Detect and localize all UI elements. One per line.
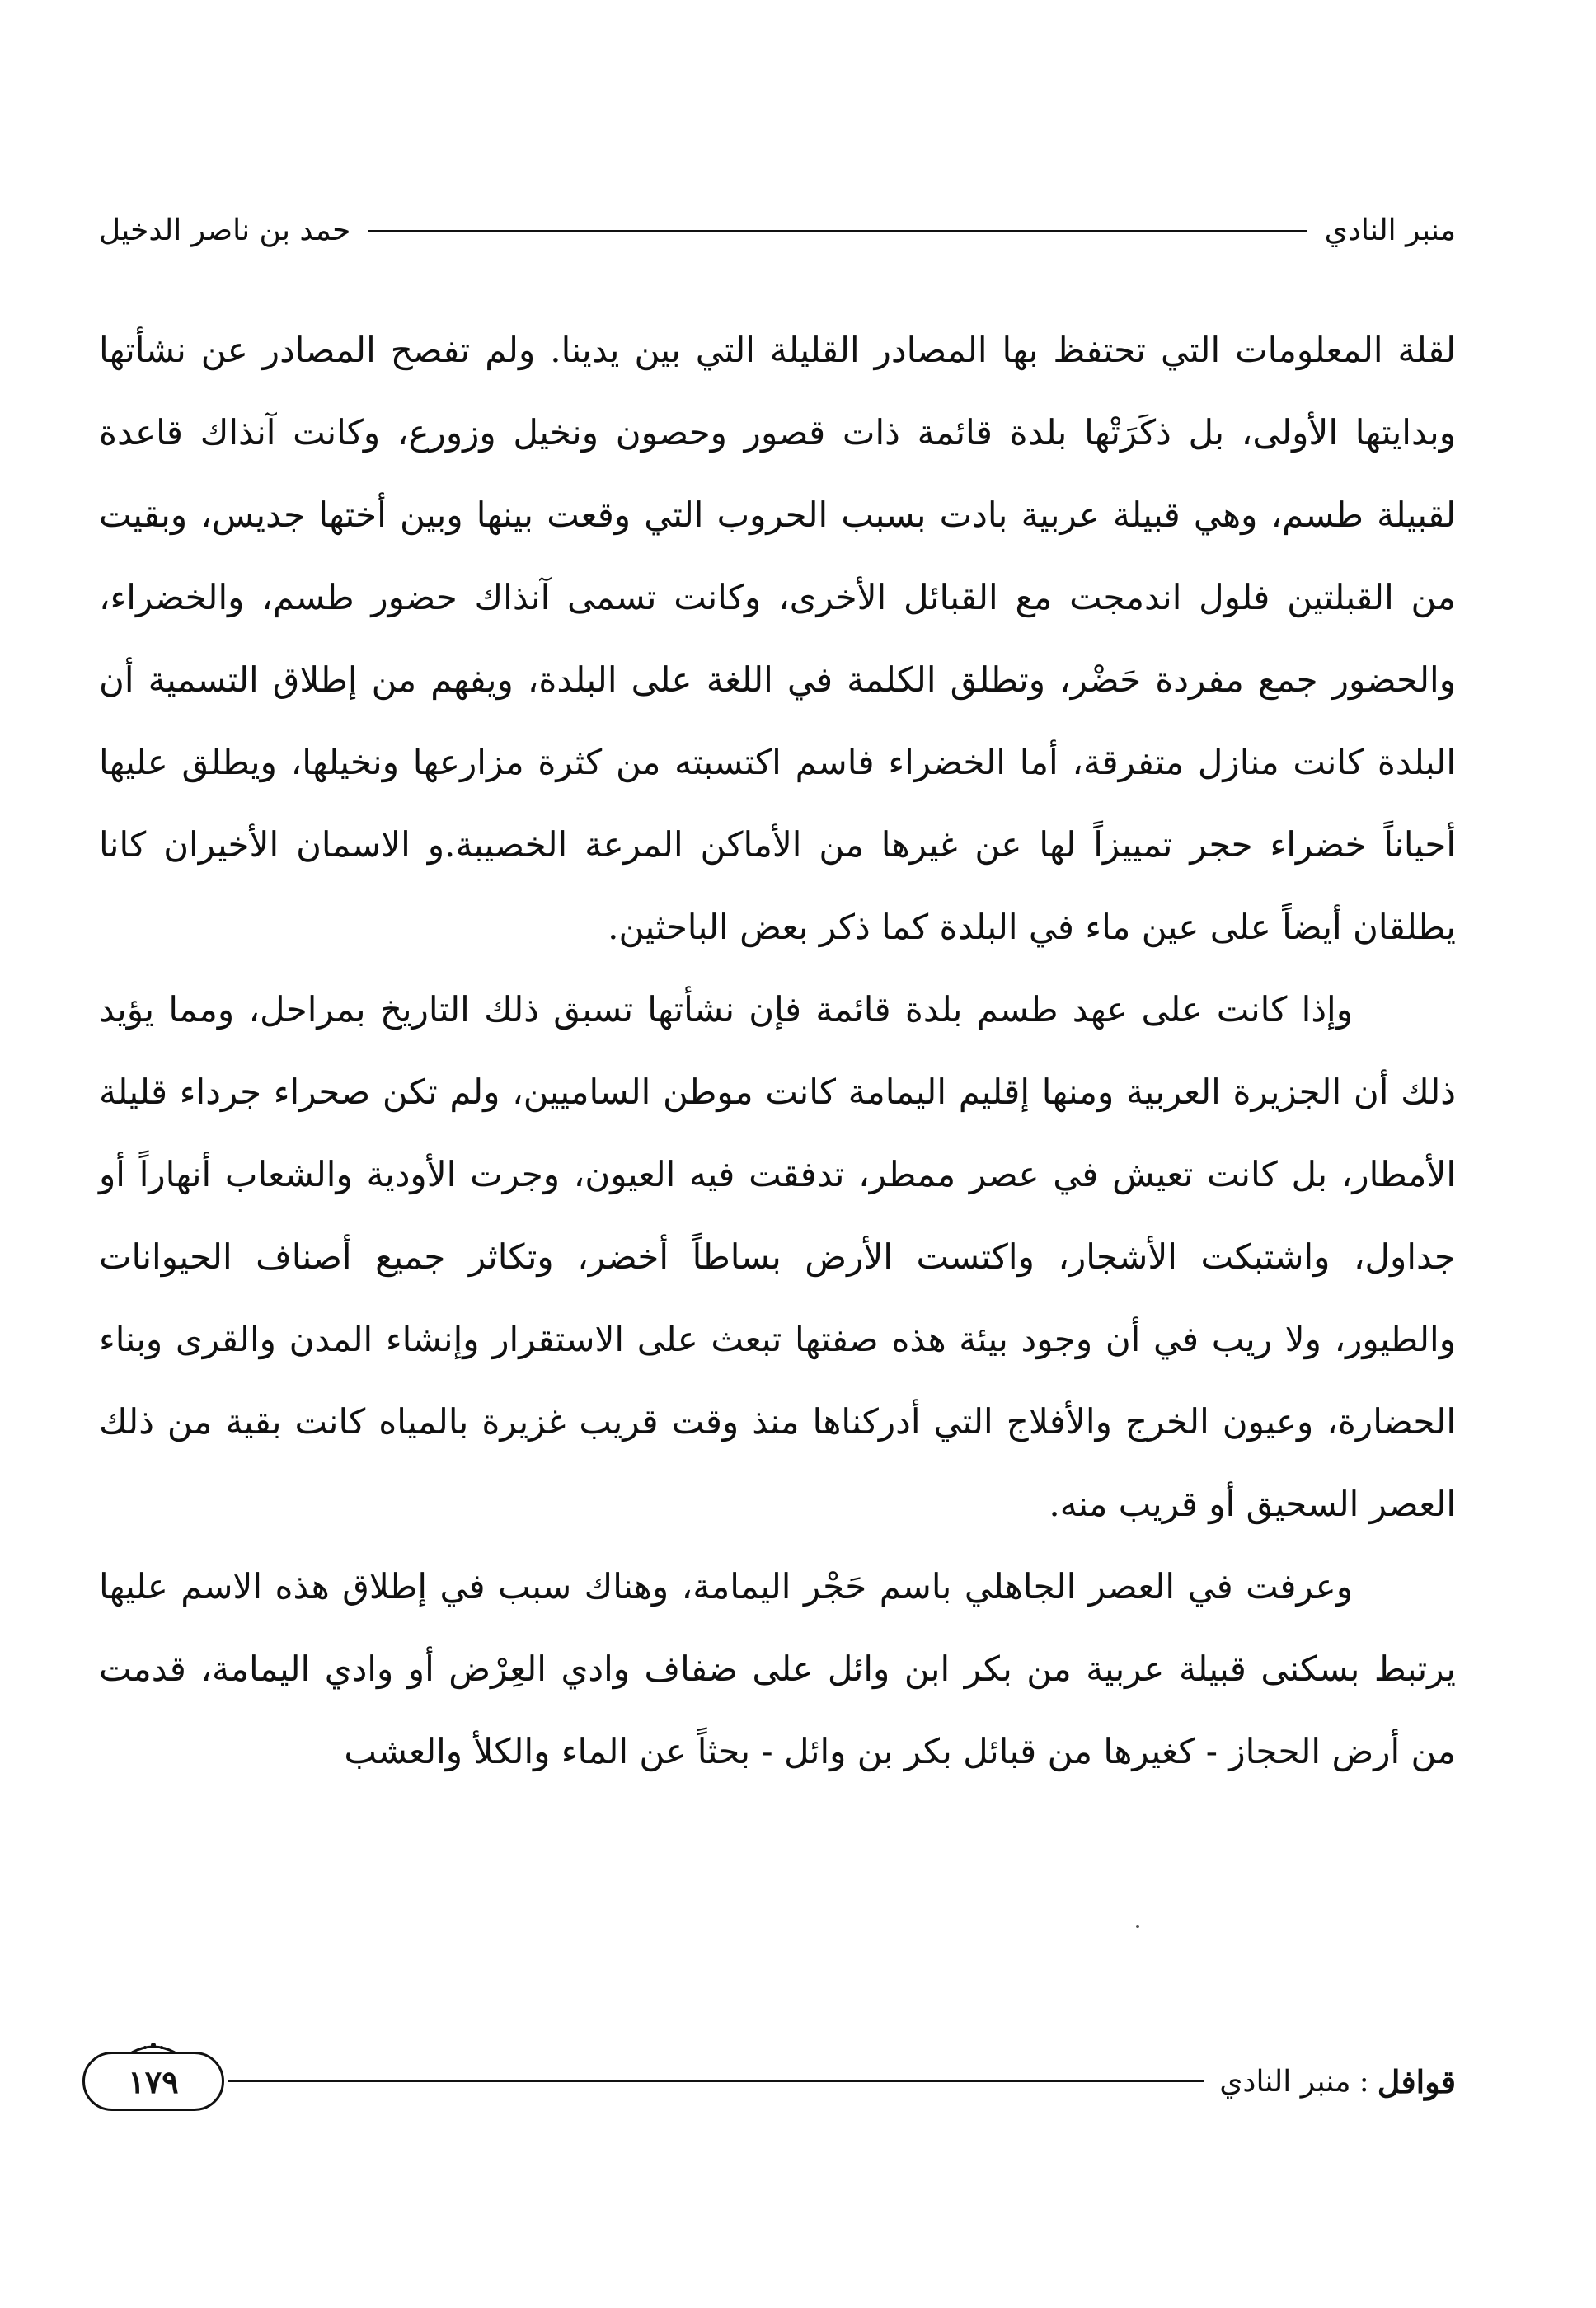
footer-journal-label: قوافل: [1377, 2062, 1456, 2100]
header-rule: [368, 230, 1306, 232]
header-author: حمد بن ناصر الدخيل: [99, 213, 351, 247]
page-number-badge: [82, 2052, 224, 2111]
footer-publication: منبر النادي: [1219, 2064, 1351, 2099]
footer-rule: [228, 2080, 1204, 2082]
paragraph-2: وإذا كانت على عهد طسم بلدة قائمة فإن نشأتها تسبق ذلك التاريخ بمراحل، ومما يؤيد ذلك أن الجزيرة العربية ومنها إقليم اليمامة كانت موطن الساميين، ولم تكن صحراء جرداء قليلة الأمطار، بل كانت تعيش في عصر ممطر، تدفقت فيه العيون، وجرت الأودية والشعاب أنهاراً أو جداول، واشتبكت الأشجار، واكتست الأرض بساطاً أخضر، وتكاثر جميع أصناف الحيوانات والطيور، ولا ريب في أن وجود بيئة هذه صفتها تبعث على الاستقرار وإنشاء المدن والقرى وبناء الحضارة، وعيون الخرج والأفلاج التي أدركناها منذ وقت قريب غزيرة بالمياه كانت بقية من ذلك العصر السحيق أو قريب منه.: [99, 989, 1456, 1524]
header-book-title: منبر النادي: [1324, 213, 1456, 247]
page-number: ١٧٩: [128, 2062, 179, 2100]
paragraph-3: وعرفت في العصر الجاهلي باسم حَجْر اليمامة، وهناك سبب في إطلاق هذه الاسم عليها يرتبط بسكنى قبيلة عربية من بكر ابن وائل على ضفاف وادي العِرْض أو وادي اليمامة، قدمت من أرض الحجاز - كغيرها من قبائل بكر بن وائل - بحثاً عن الماء والكلأ والعشب: [99, 1566, 1456, 1771]
footer-colon: :: [1359, 2064, 1369, 2099]
body-text: [99, 309, 1456, 1793]
paragraph-1: لقلة المعلومات التي تحتفظ بها المصادر القليلة التي بين يدينا. ولم تفصح المصادر عن نشأتها وبدايتها الأولى، بل ذكَرَتْها بلدة قائمة ذات قصور وحصون ونخيل وزورع، وكانت آنذاك قاعدة لقبيلة طسم، وهي قبيلة عربية بادت بسبب الحروب التي وقعت بينها وبين أختها جديس، وبقيت من القبلتين فلول اندمجت مع القبائل الأخرى، وكانت تسمى آنذاك حضور طسم، والخضراء، والحضور جمع مفردة حَضْر، وتطلق الكلمة في اللغة على البلدة، ويفهم من إطلاق التسمية أن البلدة كانت منازل متفرقة، أما الخضراء فاسم اكتسبته من كثرة مزارعها ونخيلها، ويطلق عليها أحياناً خضراء حجر تمييزاً لها عن غيرها من الأماكن المرعة الخصيبة.و الاسمان الأخيران كانا يطلقان أيضاً على عين ماء في البلدة كما ذكر بعض الباحثين.: [99, 330, 1456, 947]
ornament-icon: [129, 2041, 178, 2054]
running-header: [99, 206, 1456, 256]
page-footer: [82, 2048, 1456, 2114]
scan-speck: [1136, 1925, 1139, 1928]
